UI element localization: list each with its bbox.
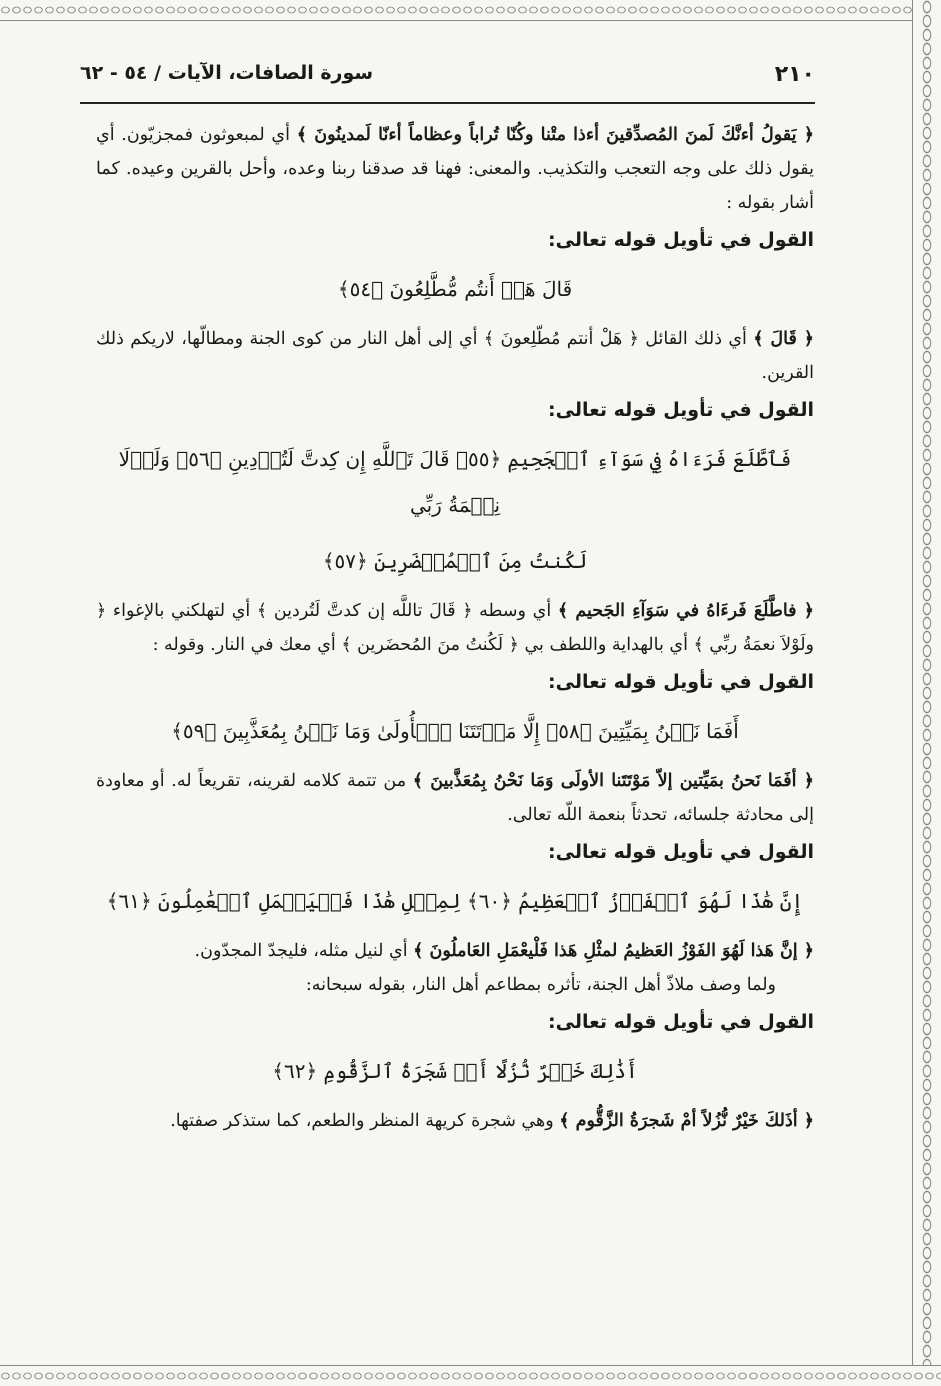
quoted-verse: ﴿ إنَّ هَذا لَهُوَ الفَوْزُ العَظيمُ لمثْلِ هَذا فَلْيعْمَلِ العَاملُونَ ﴾ (413, 941, 814, 961)
commentary-paragraph (96, 118, 814, 220)
section-heading: القول في تأويل قوله تعالى: (548, 229, 814, 251)
running-title: سورة الصافات، الآيات / ٥٤ - ٦٢ (80, 62, 374, 84)
commentary-paragraph (96, 968, 814, 1002)
quran-verse: أَفَمَا نَحۡنُ بِمَيِّتِينَ ﴿٥٨﴾ إِلَّا مَوۡتَتَنَا ٱلۡأُولَىٰ وَمَا نَحۡنُ بِمُعَذَّبِينَ ﴿٥٩﴾ (171, 719, 739, 743)
decorative-border-right (912, 0, 941, 1386)
commentary-text: من تتمة كلامه لقرينه، تقريعاً له. أو معاودة إلى محادثة جلسائه، تحدثاً بنعمة اللّه تعالى. (96, 771, 814, 825)
page-header (80, 62, 815, 104)
page-body (96, 118, 814, 1138)
commentary-paragraph (96, 594, 814, 662)
commentary-text: أي وسطه ﴿ قَالَ تاللَّه إن كدتَّ لَتُردين ﴾ أي لتهلكني بالإغواء ﴿ ولَوْلاَ نعمَةُ ربِّي ﴾ أي بالهداية واللطف بي ﴿ لَكُنتُ منَ المُحضَرين ﴾ أي معك في النار. وقوله : (96, 601, 814, 655)
commentary-paragraph (96, 322, 814, 390)
commentary-paragraph (96, 1104, 814, 1138)
quoted-verse: ﴿ أذَلكَ خَيْرٌ نُّزُلاً أمْ شَجرَةُ الزَّقُّوم ﴾ (559, 1111, 814, 1131)
page-number: ٢١٠ (774, 62, 815, 87)
commentary-text: وهي شجرة كريهة المنظر والطعم، كما ستذكر صفتها. (170, 1111, 560, 1131)
quran-verse: إِنَّ هَٰذَا لَهُوَ ٱلۡفَوۡزُ ٱلۡعَظِيمُ ﴿٦٠﴾ لِمِثۡلِ هَٰذَا فَلۡيَعۡمَلِ ٱلۡعَٰمِلُونَ ﴿٦١﴾ (106, 889, 804, 913)
decorative-border-top (0, 0, 941, 21)
quran-verse: فَٱطَّلَعَ فَرَءَاهُ فِي سَوَآءِ ٱلۡجَحِيمِ ﴿٥٥﴾ قَالَ تَٱللَّهِ إِن كِدتَّ لَتُرۡدِينِ ﴿٥٦﴾ وَلَوۡلَا نِعۡمَةُ رَبِّي (118, 447, 792, 517)
commentary-paragraph (96, 764, 814, 832)
quran-verse: لَكُنتُ مِنَ ٱلۡمُحۡضَرِينَ ﴿٥٧﴾ (322, 549, 588, 573)
section-heading: القول في تأويل قوله تعالى: (548, 841, 814, 863)
section-heading: القول في تأويل قوله تعالى: (548, 1011, 814, 1033)
quoted-verse: ﴿ فاطَّلَعَ فَرءَاهُ في سَوَآءِ الجَحيم ﴾ (557, 601, 814, 621)
commentary-text: أي ذلك القائل ﴿ هَلْ أنتم مُطّلِعونَ ﴾ أي إلى أهل النار من كوى الجنة ومطالّها، لاريكم ذلك القرين. (96, 329, 814, 383)
section-heading: القول في تأويل قوله تعالى: (548, 671, 814, 693)
quoted-verse: ﴿ أفَمَا نَحنُ بمَيِّتين إلاّ مَوْتَتَنا الأولَى وَمَا نَحْنُ بِمُعَذَّبينَ ﴾ (412, 771, 814, 791)
commentary-text: أي لمبعوثون فمجزيّون. أي يقول ذلك على وجه التعجب والتكذيب. والمعنى: فهنا قد صدقنا ربنا وعده، وأحل بالقرين وعيده. كما أشار بقوله : (96, 125, 814, 213)
section-heading: القول في تأويل قوله تعالى: (548, 399, 814, 421)
commentary-text: ولما وصف ملاذّ أهل الجنة، تأثره بمطاعم أهل النار، بقوله سبحانه: (305, 975, 776, 995)
quran-verse: أَذَٰلِكَ خَيۡرٌ نُّزُلًا أَمۡ شَجَرَةُ ٱلزَّقُّومِ ﴿٦٢﴾ (272, 1059, 638, 1083)
quran-verse: قَالَ هَلۡ أَنتُم مُّطَّلِعُونَ ﴿٥٤﴾ (337, 277, 573, 301)
commentary-paragraph (96, 934, 814, 968)
commentary-text: أي لنيل مثله، فليجدّ المجدّون. (194, 941, 414, 961)
quoted-verse: ﴿ قَالَ ﴾ (753, 329, 814, 349)
decorative-border-bottom (0, 1365, 941, 1386)
quoted-verse: ﴿ يَقولُ أءنَّكَ لَمنَ المُصدِّقينَ أءذا متْنا وكُنّا تُراباً وعظاماً أءنّا لَمدينُونَ ﴾ (296, 125, 814, 145)
